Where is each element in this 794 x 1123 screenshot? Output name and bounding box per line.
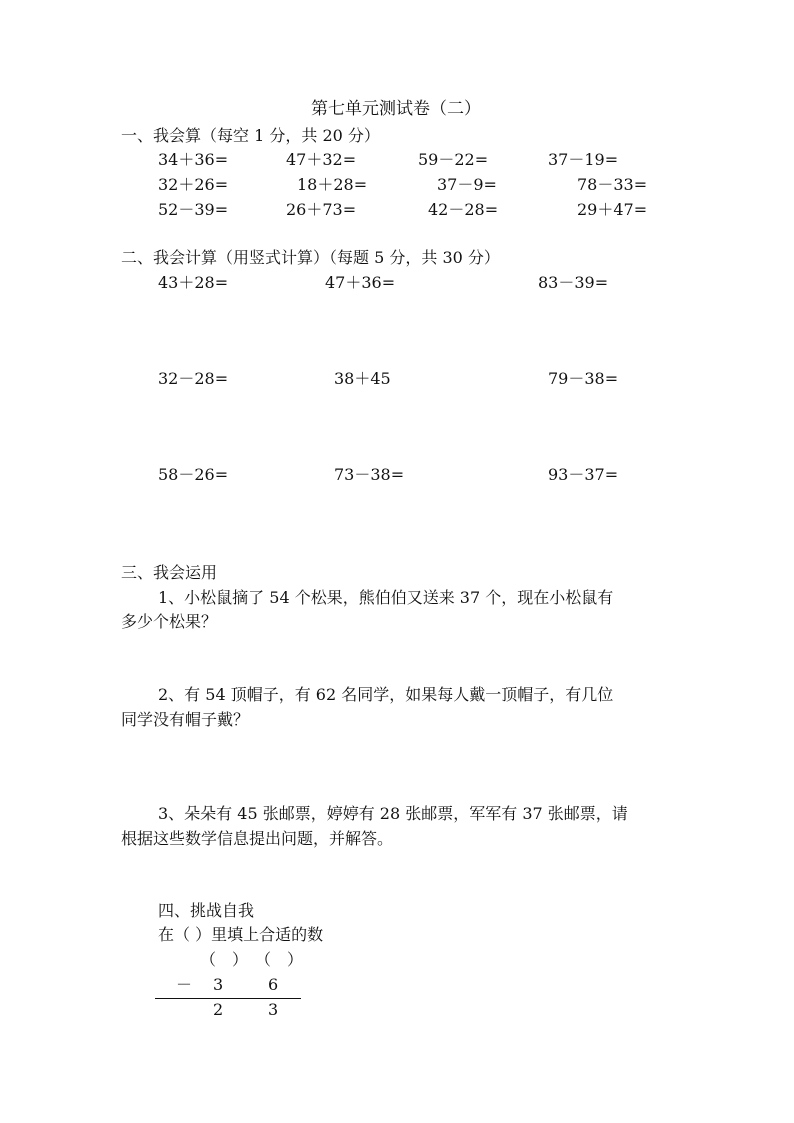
section4-instruction: 在（ ）里填上合适的数 xyxy=(158,925,324,944)
word-problem-line: 3、朵朵有 45 张邮票，婷婷有 28 张邮票，军军有 37 张邮票，请 xyxy=(158,804,628,823)
subtrahend-digit: 6 xyxy=(268,975,279,994)
equation: 47＋32= xyxy=(286,150,357,169)
equation: 18＋28= xyxy=(297,175,368,194)
blank-box-tens[interactable]: （ ） xyxy=(200,950,249,969)
equation: 93－37= xyxy=(548,465,619,484)
result-digit: 3 xyxy=(268,1000,279,1019)
equation: 42－28= xyxy=(428,200,499,219)
result-digit: 2 xyxy=(213,1000,224,1019)
subtraction-rule xyxy=(155,998,301,999)
equation: 58－26= xyxy=(158,465,229,484)
equation: 83－39= xyxy=(538,273,609,292)
word-problem-line: 同学没有帽子戴？ xyxy=(121,710,250,729)
equation: 32－28= xyxy=(158,369,229,388)
equation: 37－19= xyxy=(548,150,619,169)
word-problem-line: 1、小松鼠摘了 54 个松果，熊伯伯又送来 37 个，现在小松鼠有 xyxy=(158,588,614,607)
section3-heading: 三、我会运用 xyxy=(121,563,218,582)
equation: 78－33= xyxy=(577,175,648,194)
page-title: 第七单元测试卷（二） xyxy=(311,99,481,119)
equation: 52－39= xyxy=(158,200,229,219)
minus-operator: － xyxy=(176,975,193,994)
equation: 38＋45 xyxy=(334,369,391,388)
blank-box-ones[interactable]: （ ） xyxy=(255,950,304,969)
word-problem-line: 2、有 54 顶帽子，有 62 名同学，如果每人戴一顶帽子，有几位 xyxy=(158,685,614,704)
equation: 79－38= xyxy=(548,369,619,388)
equation: 59－22= xyxy=(418,150,489,169)
word-problem-line: 根据这些数学信息提出问题，并解答。 xyxy=(121,829,394,848)
section2-heading: 二、我会计算（用竖式计算）（每题 5 分，共 30 分） xyxy=(121,248,500,267)
section1-heading: 一、我会算（每空 1 分，共 20 分） xyxy=(121,126,380,145)
equation: 47＋36= xyxy=(325,273,396,292)
equation: 26＋73= xyxy=(286,200,357,219)
equation: 37－9= xyxy=(437,175,497,194)
subtrahend-digit: 3 xyxy=(213,975,224,994)
word-problem-line: 多少个松果？ xyxy=(121,612,218,631)
equation: 32＋26= xyxy=(158,175,229,194)
equation: 73－38= xyxy=(334,465,405,484)
equation: 29＋47= xyxy=(577,200,648,219)
equation: 34＋36= xyxy=(158,150,229,169)
equation: 43＋28= xyxy=(158,273,229,292)
section4-heading: 四、挑战自我 xyxy=(158,901,255,920)
